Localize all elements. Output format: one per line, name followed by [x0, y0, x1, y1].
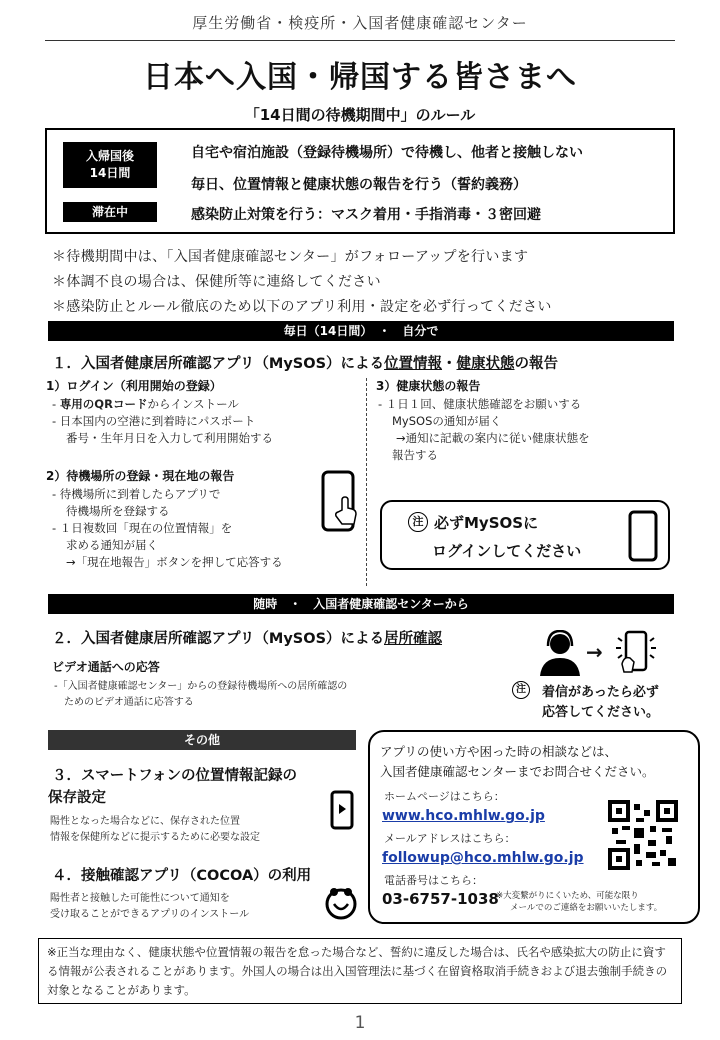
section2-note-line2: 応答してください。 [542, 705, 660, 720]
homepage-label: ホームページはこちら： [384, 790, 505, 803]
arrow-text: → [586, 640, 603, 664]
page-subtitle: 「14日間の待機期間中」のルール [244, 106, 476, 124]
callout-line1: 必ずMySOSに [434, 514, 539, 532]
section2-title: ２．入国者健康居所確認アプリ（MySOS）による居所確認 [52, 631, 443, 647]
smartphone-icon [628, 510, 658, 566]
contact-intro-line2: 入国者健康確認センターまでお問合せください。 [380, 764, 655, 779]
section2-note-line1: 着信があったら必ず [542, 685, 659, 700]
page-number: 1 [354, 1013, 366, 1033]
note-followup: ＊待機期間中は、「入国者健康確認センター」がフォローアップを行います [52, 249, 529, 265]
tag-after-entry [63, 142, 157, 188]
phone-ringing-icon [614, 628, 656, 680]
email-label: メールアドレスはこちら： [384, 832, 516, 845]
rules-box [45, 128, 675, 234]
callout-line2: ログインしてください [432, 542, 582, 560]
operator-icon [538, 630, 582, 680]
section3-title-line1: ３．スマートフォンの位置情報記録の [52, 768, 298, 784]
email-link[interactable]: followup@hco.mhlw.go.jp [382, 850, 584, 866]
tag-after-entry-line1: 入帰国後 [85, 149, 134, 163]
section1-title: １．入国者健康居所確認アプリ（MySOS）による位置情報・健康状態の報告 [52, 356, 559, 372]
rule-stay-home: 自宅や宿泊施設（登録待機場所）で待機し、他者と接触しない [191, 145, 583, 161]
section1-health-title: 3）健康状態の報告 [376, 379, 481, 393]
section1-health-text: - １日１回、健康状態確認をお願いする MySOSの通知が届く →通知に記載の案内に従い健康状態を 報告する [378, 397, 590, 462]
bar-daily: 毎日（14日間） ・ 自分で [48, 321, 674, 341]
header-divider [45, 40, 675, 41]
login-callout [380, 500, 670, 570]
penalty-notice: ※正当な理由なく、健康状態や位置情報の報告を怠った場合など、誓約に違反した場合は、氏名や感染拡大の防止に資する情報が公表されることがあります。外国人の場合は出入国管理法に基づく在留資格取消手続きおよび退去強制手続きの対象となることがあります。 [38, 938, 682, 1004]
phone-note: ※大変繋がりにくいため、可能な限り メールでのご連絡をお願いいたします。 [496, 891, 663, 913]
section1-location-text: - 待機場所に到着したらアプリで 待機場所を登録する - １日複数回「現在の位置情報」を 求める通知が届く →「現在地報告」ボタンを押して応答する [52, 487, 283, 569]
section1-login-title: 1）ログイン（利用開始の登録） [46, 379, 222, 393]
phone-label: 電話番号はこちら： [384, 874, 483, 887]
qr-code-icon[interactable] [608, 800, 678, 874]
section4-text: 陽性者と接触した可能性について通知を 受け取ることができるアプリのインストール [50, 893, 250, 920]
section2-subtitle: ビデオ通話への応答 [52, 660, 160, 674]
section1-column-divider [366, 378, 367, 586]
section3-title-line2: 保存設定 [48, 790, 106, 806]
contact-box [368, 730, 700, 924]
phone-number: 03-6757-1038 [382, 890, 499, 908]
note-app-usage: ＊感染防止とルール徹底のため以下のアプリ利用・設定を必ず行ってください [52, 299, 552, 315]
homepage-link[interactable]: www.hco.mhlw.go.jp [382, 808, 545, 824]
section4-title: ４．接触確認アプリ（COCOA）の利用 [52, 868, 312, 884]
note-illness: ＊体調不良の場合は、保健所等に連絡してください [52, 274, 381, 290]
section1-login-text: - 専用のQRコードからインストール - 日本国内の空港に到着時にパスポート 番号・生年月日を入力して利用開始する [52, 397, 273, 445]
rule-infection-prevention: 感染防止対策を行う：マスク着用・手指消毒・３密回避 [191, 207, 541, 223]
caution-mark: 注 [408, 512, 428, 532]
cocoa-icon [324, 886, 358, 926]
section2-caution-mark: 注 [512, 681, 530, 699]
tag-after-entry-line2: 14日間 [89, 166, 131, 180]
contact-intro-line1: アプリの使い方や困った時の相談などは、 [380, 744, 618, 759]
smartphone-tap-icon [318, 470, 360, 540]
bar-other: その他 [48, 730, 356, 750]
section3-text: 陽性となった場合などに、保存された位置 情報を保健所などに提示するために必要な設定 [50, 816, 260, 843]
bar-anytime: 随時 ・ 入国者健康確認センターから [48, 594, 674, 614]
location-phone-icon [330, 790, 354, 834]
section2-text: -「入国者健康確認センター」からの登録待機場所への居所確認の ためのビデオ通話に応答する [54, 681, 348, 708]
page-title: 日本へ入国・帰国する皆さまへ [143, 60, 577, 95]
rule-daily-report: 毎日、位置情報と健康状態の報告を行う（誓約義務） [191, 177, 527, 193]
issuer-header: 厚生労働省・検疫所・入国者健康確認センター [192, 14, 528, 32]
section1-location-title: 2）待機場所の登録・現在地の報告 [46, 469, 235, 483]
tag-during-stay: 滞在中 [63, 202, 157, 222]
